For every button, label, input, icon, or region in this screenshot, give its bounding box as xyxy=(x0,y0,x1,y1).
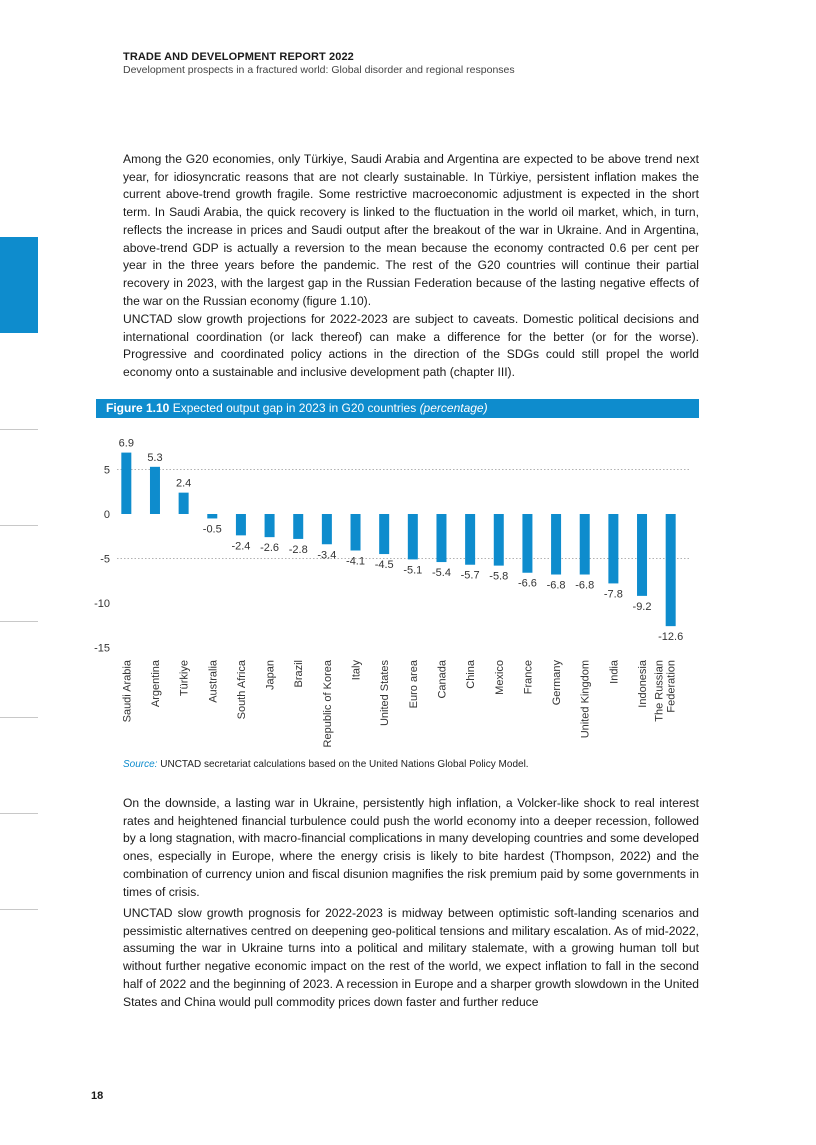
x-tick-label-group xyxy=(121,659,133,722)
x-tick-label: Canada xyxy=(436,660,449,699)
data-label: -7.8 xyxy=(603,588,623,601)
x-tick-label: Italy xyxy=(350,660,363,681)
y-tick-label: 0 xyxy=(103,509,110,521)
x-tick-label: South Africa xyxy=(235,660,248,720)
x-tick-label-group xyxy=(265,660,277,690)
x-tick-label: The Russian xyxy=(653,660,666,722)
y-axis-ticks xyxy=(94,465,110,655)
figure-source xyxy=(123,759,529,770)
y-tick-label: -5 xyxy=(100,553,110,566)
x-tick-label-group xyxy=(150,659,162,707)
x-tick-label: Indonesia xyxy=(637,660,650,708)
bar xyxy=(637,514,647,596)
bar xyxy=(465,514,475,565)
x-tick-label-group xyxy=(608,659,620,684)
x-tick-label: Türkiye xyxy=(178,660,191,697)
chart-bars xyxy=(121,453,675,627)
data-labels xyxy=(119,438,684,644)
y-tick-label: -10 xyxy=(94,598,110,610)
data-label: -6.6 xyxy=(517,577,537,590)
bar xyxy=(236,514,246,535)
data-label: -5.1 xyxy=(403,564,423,577)
x-tick-label: China xyxy=(465,660,478,689)
bar xyxy=(351,514,361,550)
x-tick-label: Australia xyxy=(207,660,220,703)
bar xyxy=(207,514,217,518)
bar xyxy=(551,514,561,575)
x-axis-labels xyxy=(121,659,677,747)
data-label: 6.9 xyxy=(118,437,134,450)
page-number: 18 xyxy=(91,1090,104,1102)
bar xyxy=(150,467,160,514)
paragraph-2: UNCTAD slow growth projections for 2022-2023 are subject to caveats. Domestic political decisions and international coordination (or lack thereof) can make a difference for the better (or for the worse). Progressive and coordinated policy actions in the direction of the SDGs could still propel the world economy onto a sustainable and inclusive development path (chapter III). xyxy=(123,312,699,380)
bar xyxy=(293,514,303,539)
data-label: -3.4 xyxy=(317,549,337,562)
x-tick-label-group xyxy=(179,660,191,696)
side-rule xyxy=(0,813,38,814)
x-tick-label-group xyxy=(351,660,363,681)
data-label: -5.4 xyxy=(431,567,451,580)
y-tick-label: 5 xyxy=(103,464,110,477)
data-label: -6.8 xyxy=(575,579,595,592)
x-tick-label-group xyxy=(637,659,649,708)
data-label: -5.7 xyxy=(460,569,480,582)
bar xyxy=(408,514,418,559)
bar xyxy=(522,514,532,573)
x-tick-label-group xyxy=(236,659,248,719)
bar xyxy=(322,514,332,544)
bar xyxy=(379,514,389,554)
data-label: -12.6 xyxy=(658,631,684,644)
x-tick-label-group xyxy=(293,660,305,688)
running-header xyxy=(123,51,515,77)
data-label: 2.4 xyxy=(175,477,192,490)
data-label: -4.5 xyxy=(374,559,394,572)
x-tick-label-group xyxy=(408,659,420,708)
source-label: Source: xyxy=(123,759,158,770)
paragraph-1: Among the G20 economies, only Türkiye, Saudi Arabia and Argentina are expected to be above trend next year, for idiosyncratic reasons that are not clearly sustainable. In Türkiye, persistent inflation makes the current above-trend growth fragile. Some restrictive macroeconomic adjustment is expected in the short term. In Saudi Arabia, the quick recovery is linked to the fluctuation in the world oil market, which, in turn, reflects the increase in prices and Saudi output after the breakout of the war in Ukraine. And in Argentina, above-trend GDP is actually a reversion to the mean because the economy contracted 0.6 per cent per year in the three years before the pandemic. The rest of the G20 countries will continue their partial recovery in 2023, with the largest gap in the Russian Federation because of the lasting negative effects of the war on the Russian economy (figure 1.10). xyxy=(123,152,699,308)
bar xyxy=(179,493,189,514)
x-tick-label: Brazil xyxy=(293,660,306,688)
paragraph-3: On the downside, a lasting war in Ukraine, persistently high inflation, a Volcker-like shock to real interest rates and heightened financial turbulence could push the world economy into a deeper recession, followed by a long stagnation, with macro-financial complications in many developing countries and some developed ones, especially in Europe, where the energy crisis is likely to bite hardest (Thompson, 2022) and the combination of currency union and fiscal disunion magnifies the risk premium paid by some governments in times of crisis. xyxy=(123,796,699,899)
bar xyxy=(580,514,590,575)
x-tick-label: France xyxy=(522,660,535,695)
x-tick-label-group xyxy=(379,660,391,727)
data-label: -2.8 xyxy=(288,543,308,556)
data-label: -4.1 xyxy=(346,555,366,568)
x-tick-label: United States xyxy=(379,660,392,727)
side-rule xyxy=(0,909,38,910)
y-tick-label: -15 xyxy=(94,642,110,655)
figure-number: Figure 1.10 xyxy=(106,401,170,415)
figure-title-bar xyxy=(96,399,699,418)
bar xyxy=(121,453,131,514)
x-tick-label-group xyxy=(522,660,534,694)
data-label: -2.6 xyxy=(260,542,280,555)
x-tick-label-group xyxy=(436,659,448,698)
chapter-side-tab xyxy=(0,237,38,333)
x-tick-label-group xyxy=(465,659,477,689)
x-tick-label: Japan xyxy=(264,660,277,690)
x-tick-label: Republic of Korea xyxy=(321,660,334,748)
bar xyxy=(436,514,446,562)
bar xyxy=(608,514,618,583)
data-label: -9.2 xyxy=(632,600,652,613)
data-label: -0.5 xyxy=(202,523,222,536)
x-tick-label-group xyxy=(654,660,678,722)
source-text: UNCTAD secretariat calculations based on the United Nations Global Policy Model. xyxy=(157,759,529,770)
x-tick-label: India xyxy=(608,660,621,684)
x-tick-label: Saudi Arabia xyxy=(121,660,134,723)
figure-title: Expected output gap in 2023 in G20 countries xyxy=(172,401,417,415)
data-label: -6.8 xyxy=(546,579,566,592)
x-tick-label: Germany xyxy=(551,660,564,706)
x-tick-label: Federation xyxy=(665,660,678,713)
x-tick-label-group xyxy=(494,660,506,695)
figure-unit: (percentage) xyxy=(419,401,488,415)
x-tick-label: Euro area xyxy=(407,660,420,709)
x-tick-label-group xyxy=(580,660,592,738)
x-tick-label-group xyxy=(322,659,334,747)
x-tick-label-group xyxy=(551,660,563,706)
paragraph-4: UNCTAD slow growth prognosis for 2022-2023 is midway between optimistic soft-landing scenarios and pessimistic alternatives centred on deepening geo-political tensions and military escalation. As of mid-2022, assuming the war in Ukraine turns into a political and military stalemate, with a growing human toll but without further negative economic impact on the rest of the world, we expect inflation to fall in the second half of 2022 and the beginning of 2023. A recession in Europe and a sharper growth slowdown in the United States and China would pull commodity prices down faster and further reduce xyxy=(123,906,699,1009)
data-label: -2.4 xyxy=(231,540,251,553)
data-label: 5.3 xyxy=(147,451,163,464)
x-tick-label: Mexico xyxy=(493,660,506,695)
bar xyxy=(265,514,275,537)
report-title: TRADE AND DEVELOPMENT REPORT 2022 xyxy=(123,51,354,63)
x-tick-label: Argentina xyxy=(149,660,162,708)
x-tick-label-group xyxy=(207,659,219,703)
report-subtitle: Development prospects in a fractured world: Global disorder and regional responses xyxy=(123,64,515,76)
output-gap-bar-chart xyxy=(0,420,816,755)
x-tick-label: United Kingdom xyxy=(579,660,592,739)
data-label: -5.8 xyxy=(489,570,509,583)
bar xyxy=(494,514,504,566)
bar xyxy=(666,514,676,626)
